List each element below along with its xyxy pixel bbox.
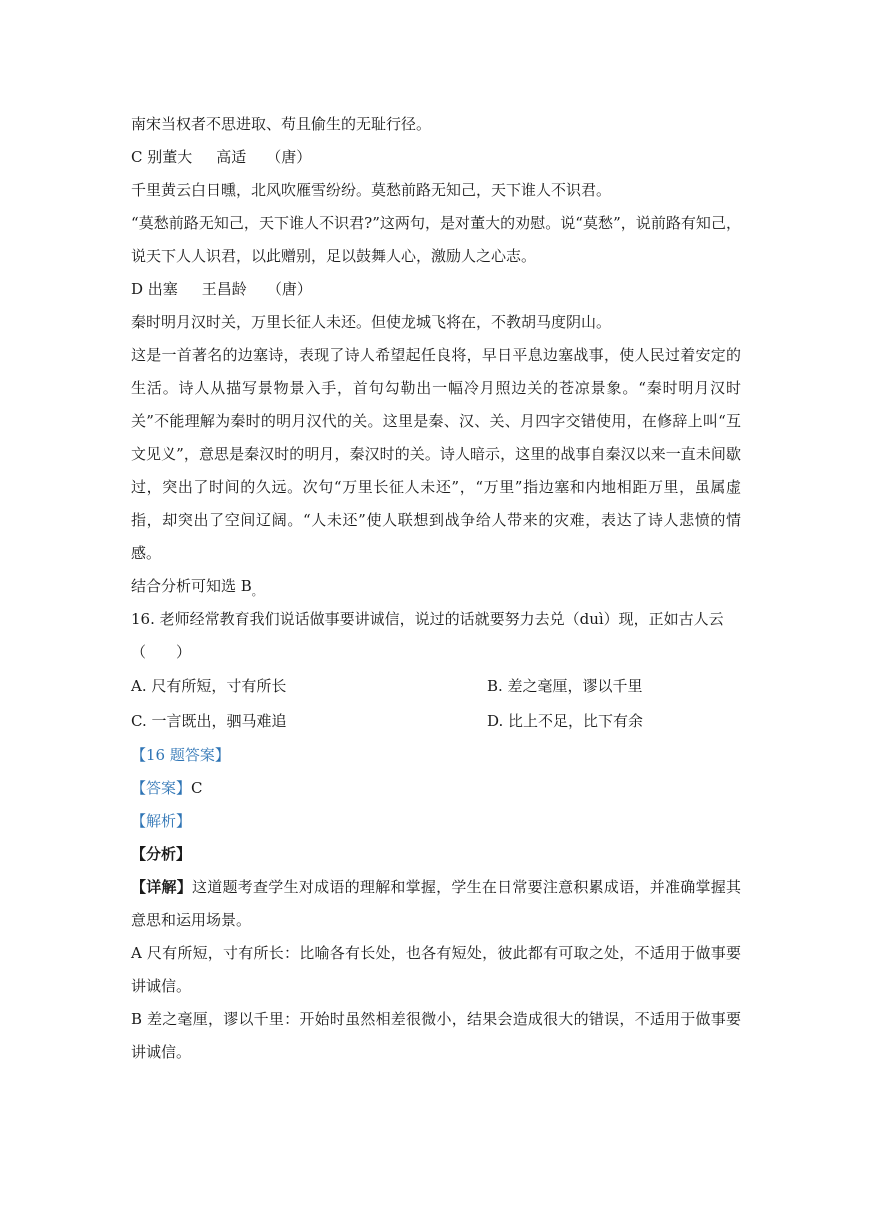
- text-line: 南宋当权者不思进取、苟且偷生的无耻行径。: [131, 115, 432, 133]
- analysis-tag: 【解析】: [131, 812, 192, 830]
- poem-d-heading: [131, 273, 741, 306]
- conclusion-text: 结合分析可知选 B: [131, 577, 252, 595]
- option-c: C. 一言既出，驷马难追: [131, 712, 287, 730]
- question-stem: 16. 老师经常教育我们说话做事要讲诚信，说过的话就要努力去兑（duì）现，正如古人云: [131, 610, 724, 628]
- explanation-b: B 差之毫厘，谬以千里：开始时虽然相差很微小，结果会造成很大的错误，不适用于做事要讲诚信。: [131, 1010, 741, 1061]
- option-b: B. 差之毫厘，谬以千里: [487, 677, 643, 695]
- conclusion-period: 。: [251, 585, 263, 598]
- poem-c-text: 千里黄云白日曛，北风吹雁雪纷纷。莫愁前路无知己，天下谁人不识君。: [131, 181, 612, 199]
- question-blank: （ ）: [131, 643, 192, 661]
- answer-value: C: [191, 779, 203, 797]
- poem-c-analysis: “莫愁前路无知己，天下谁人不识君?”这两句，是对董大的劝慰。说“莫愁”，说前路有知己，说天下人人识君，以此赠别，足以鼓舞人心，激励人之心志。: [131, 214, 741, 265]
- poem-c-dynasty: （唐）: [266, 148, 312, 166]
- explanation-a: A 尺有所短，寸有所长：比喻各有长处，也各有短处，彼此都有可取之处，不适用于做事要讲诚信。: [131, 944, 741, 995]
- poem-d-label: D 出塞: [131, 280, 178, 298]
- answer-header: 【16 题答案】: [131, 746, 230, 764]
- poem-d-analysis: 这是一首著名的边塞诗，表现了诗人希望起任良将，早日平息边塞战事，使人民过着安定的生活。诗人从描写景物景入手，首句勾勒出一幅冷月照边关的苍凉景象。“秦时明月汉时关”不能理解为秦时的明月汉代的关。这里是秦、汉、关、月四字交错使用，在修辞上叫“互文见义”，意思是秦汉时的明月，秦汉时的关。诗人暗示，这里的战事自秦汉以来一直未间歇过，突出了时间的久远。次句“万里长征人未还”，“万里”指边塞和内地相距万里，虽属虚指，却突出了空间辽阔。“人未还”使人联想到战争给人带来的灾难，表达了诗人悲愤的情感。: [131, 346, 741, 562]
- answer-line: [131, 772, 741, 805]
- options-row-1: [131, 669, 741, 704]
- fenxi-tag: 【分析】: [131, 845, 192, 863]
- options-row-2: [131, 704, 741, 739]
- poem-c-heading: [131, 141, 741, 174]
- poem-d-author: 王昌龄: [201, 280, 247, 298]
- detail-tag: 【详解】: [131, 878, 193, 896]
- answer-tag: 【答案】: [131, 779, 192, 797]
- detail-text: 这道题考查学生对成语的理解和掌握，学生在日常要注意积累成语，并准确掌握其意思和运用场景。: [131, 878, 741, 929]
- document-body: [131, 108, 741, 1069]
- option-d: D. 比上不足，比下有余: [487, 712, 644, 730]
- poem-d-dynasty: （唐）: [266, 280, 312, 298]
- option-a: A. 尺有所短，寸有所长: [131, 677, 287, 695]
- detail-paragraph: [131, 871, 741, 937]
- poem-c-author: 高适: [216, 148, 247, 166]
- poem-c-label: C 别董大: [131, 148, 193, 166]
- conclusion: [131, 570, 741, 603]
- poem-d-text: 秦时明月汉时关，万里长征人未还。但使龙城飞将在，不教胡马度阴山。: [131, 313, 612, 331]
